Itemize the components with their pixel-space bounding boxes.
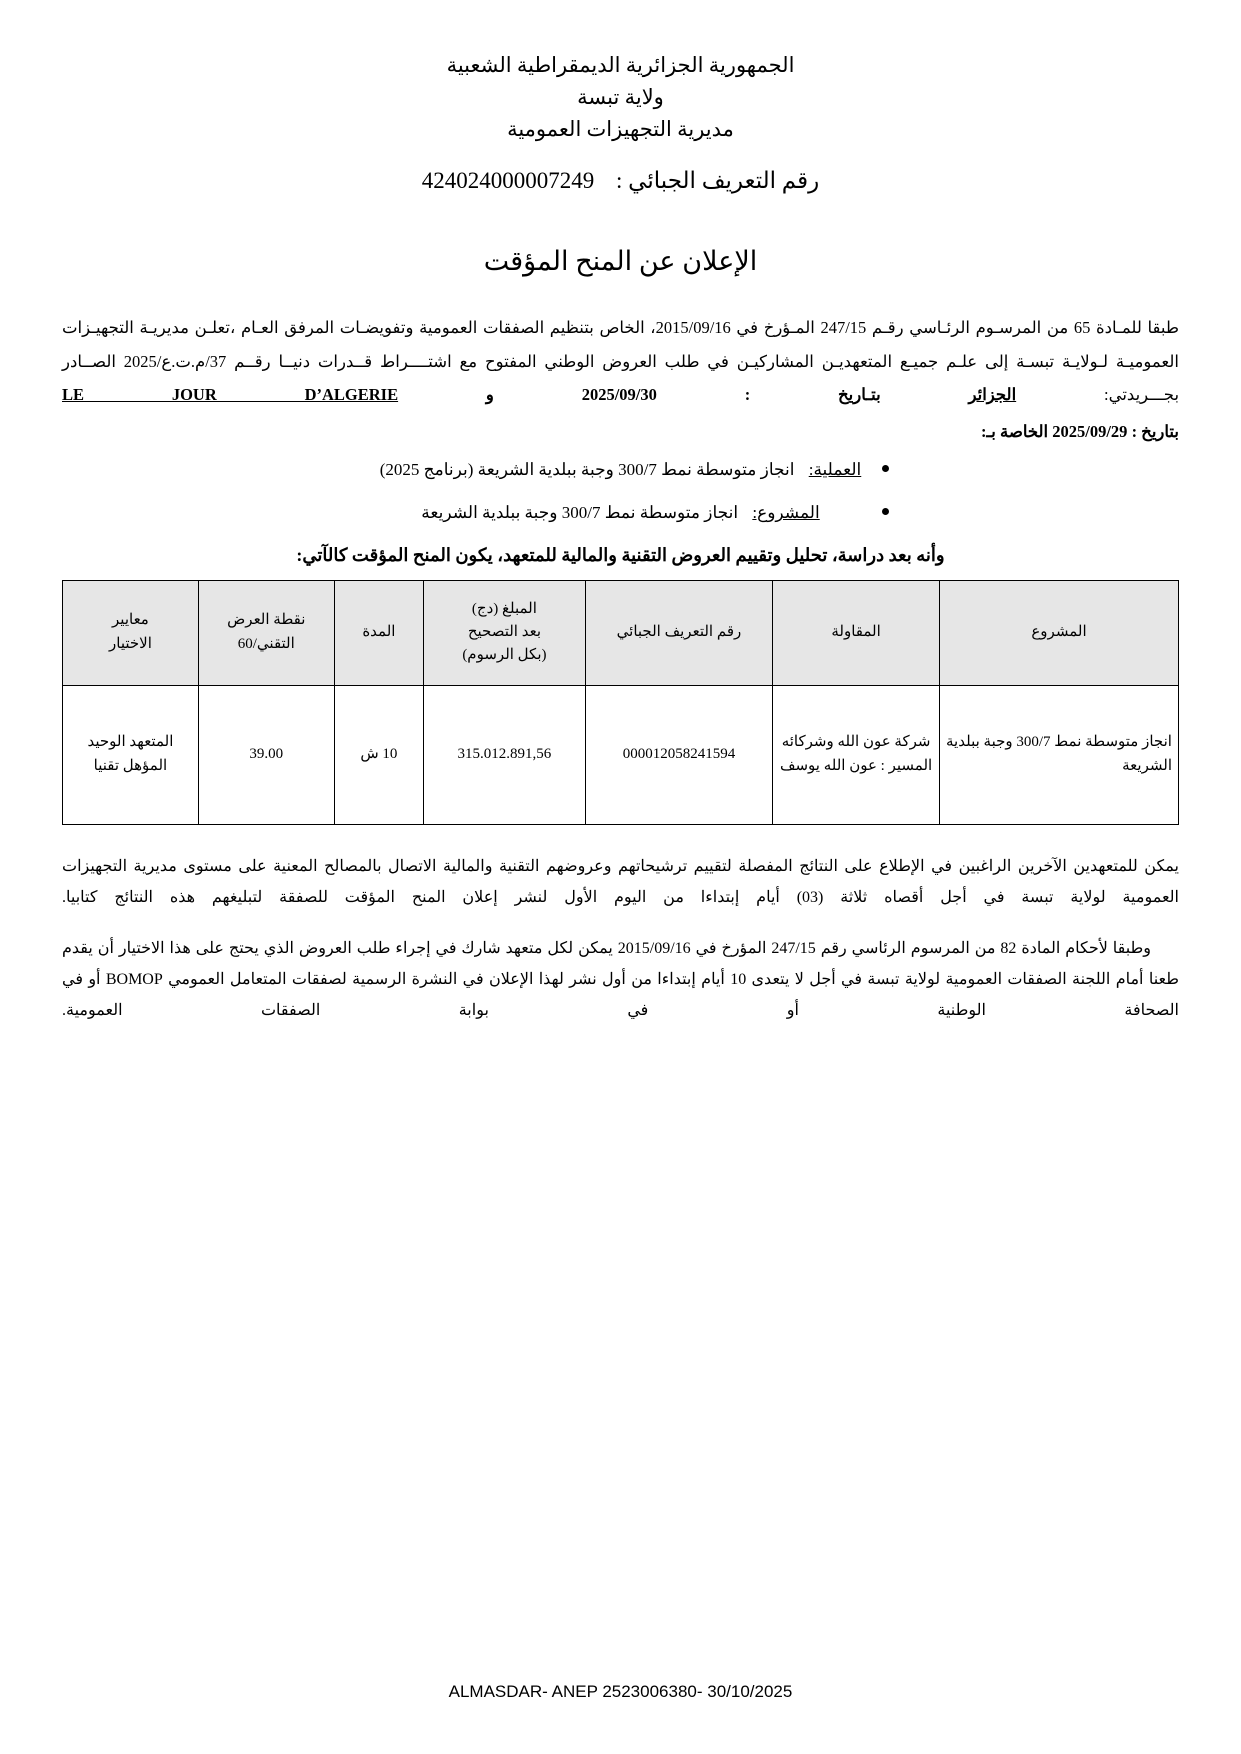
bullet-text-operation: انجاز متوسطة نمط 300/7 وجبة ببلدية الشريعة (برنامج 2025) [379, 460, 795, 480]
republic-line: الجمهورية الجزائرية الديمقراطية الشعبية [446, 53, 795, 77]
cell-score [198, 685, 334, 824]
intro-date-label: بتـاريخ : [744, 385, 881, 405]
column-header-score [198, 580, 334, 685]
award-table [62, 580, 1179, 825]
page-title: الإعلان عن المنح المؤقت [483, 245, 758, 276]
second-date-suffix: الخاصة بـ: [980, 422, 1049, 442]
cell-duration: 10 ش [334, 685, 423, 824]
newspaper-name-arabic: الجزائر [968, 385, 1017, 405]
cell-project: انجاز متوسطة نمط 300/7 وجبة ببلدية الشريعة [939, 685, 1178, 824]
bullet-dot-icon [882, 508, 889, 515]
intro-conjunction: و [485, 385, 494, 405]
directorate-line: مديرية التجهيزات العمومية [507, 116, 734, 141]
bullet-dot-icon [882, 465, 889, 472]
score-header-line-1: نقطة العرض [227, 612, 306, 629]
bullet-content [421, 499, 819, 526]
column-header-amount [424, 580, 586, 685]
column-header-project: المشروع [939, 580, 1178, 685]
criteria-header-line-1: معايير [112, 612, 149, 629]
award-table-body [63, 685, 1179, 824]
second-date-value: 2025/09/29 [1052, 422, 1128, 442]
newspaper-name-french: LE JOUR D’ALGERIE [62, 385, 399, 405]
list-item [62, 456, 1179, 483]
column-header-company: المقاولة [773, 580, 940, 685]
fiscal-id-line [62, 168, 1179, 194]
intro-paragraph [62, 311, 1179, 412]
table-lead-heading: وأنه بعد دراسة، تحليل وتقييم العروض التقنية والمالية للمتعهد، يكون المنح المؤقت كالآتي: [296, 544, 945, 565]
cell-score-value: 39.00 [249, 745, 284, 762]
cell-amount-value: 315.012.891,56 [457, 745, 552, 762]
bullet-content [380, 456, 862, 483]
award-table-head [63, 580, 1179, 685]
bullet-term-project: المشروع: [752, 503, 820, 523]
table-header-row [63, 580, 1179, 685]
bullet-term-operation: العملية: [808, 460, 862, 480]
page-footer: ALMASDAR- ANEP 2523006380- 30/10/2025 [448, 1682, 793, 1701]
operation-bullet-list [62, 456, 1179, 526]
column-header-tax-id: رقم التعريف الجبائي [585, 580, 772, 685]
closing-paragraph-two: وطبقا لأحكام المادة 82 من المرسوم الرئاسي رقم 247/15 المؤرخ في 2015/09/16 يمكن لكل متعهد شارك في إجراء طلب العروض الذي يحتج على هذا الاختيار أن يقدم طعنا أمام اللجنة الصفقات العمومية لولاية تبسة في أجل لا يتعدى 10 أيام إبتداءا من أول نشر لهذا الإعلان في النشرة الرسمية لصفقات المتعامل العمومي BOMOP أو في الصحافة الوطنية أو في بوابة الصفقات العمومية. [62, 939, 1180, 1020]
organization-header [62, 50, 1179, 146]
cell-criteria: المتعهد الوحيد المؤهل تقنيا [63, 685, 199, 824]
cell-tax-id [585, 685, 772, 824]
wilaya-line: ولاية تبسة [577, 84, 664, 109]
amount-header-line-1: المبلغ (دج) [471, 600, 537, 617]
cell-company: شركة عون الله وشركائه المسير : عون الله يوسف [773, 685, 940, 824]
criteria-header-line-2: الاختيار [109, 635, 152, 652]
fiscal-id-label: رقم التعريف الجبائي : [616, 167, 820, 193]
cell-amount [424, 685, 586, 824]
amount-header-line-2: بعد التصحيح [467, 623, 542, 640]
column-header-duration: المدة [334, 580, 423, 685]
table-row [63, 685, 1179, 824]
intro-text-part1: طبقا للمـادة 65 من المرسـوم الرئـاسي رقـم 247/15 المـؤرخ في 2015/09/16، الخاص بتنظيم الصفقات العمومية وتفويضـات المرفق العـام ،تعلـن مديريـة التجهيـزات العموميـة لـولايـة تبسـة إلى علـم جميـع المتعهديـن المشاركيـن في طلب العروض الوطني المفتوح مع اشتــــراط قــدرات دنيــا رقــم 37/م.ت.ع/2025 الصــادر بجـــريدتي: [62, 317, 1180, 405]
bullet-text-project: انجاز متوسطة نمط 300/7 وجبة ببلدية الشريعة [421, 503, 739, 523]
cell-tax-id-value: 000012058241594 [622, 745, 736, 762]
column-header-criteria [63, 580, 199, 685]
list-item [62, 499, 1179, 526]
score-header-line-2: التقني/60 [237, 635, 295, 652]
intro-date-first: 2025/09/30 [581, 385, 657, 405]
second-date-label: بتاريخ : [1131, 422, 1179, 442]
closing-paragraph-one: يمكن للمتعهدين الآخرين الراغبين في الإطلاع على النتائج المفصلة لتقييم ترشيحاتهم وعروضهم التقنية والمالية الاتصال بالمصالح المعنية على مستوى مديرية التجهيزات العمومية لولاية تبسة في أجل أقصاه ثلاثة (03) أيام إبتداءا من اليوم الأول لنشر إعلان المنح المؤقت للصفقة لتبليغهم هذه النتائج كتابيا. [62, 857, 1180, 906]
amount-header-line-3: (بكل الرسوم) [462, 647, 547, 664]
intro-second-date-line [62, 422, 1179, 442]
fiscal-id-value: 424024000007249 [421, 167, 595, 193]
